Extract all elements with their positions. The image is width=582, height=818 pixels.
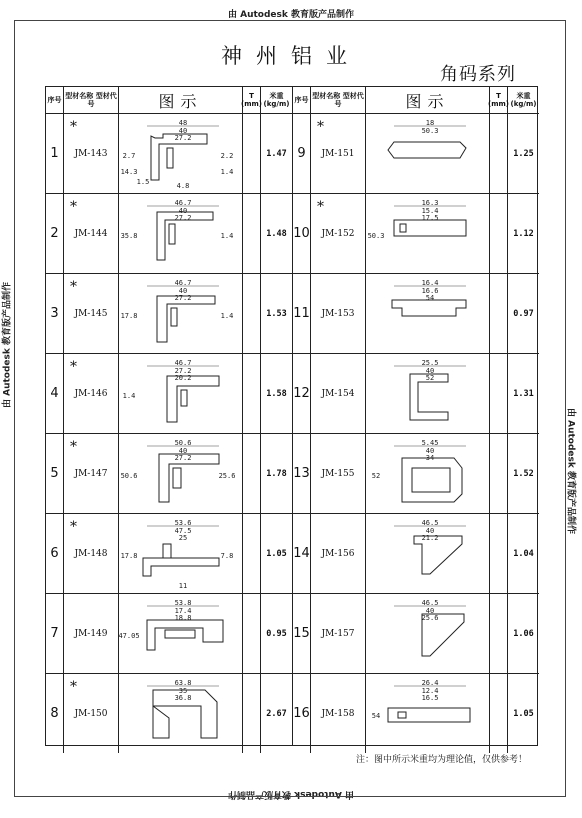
table-row xyxy=(46,354,292,434)
profile-figure xyxy=(370,598,486,670)
dimension-label: 46.5 xyxy=(421,518,438,527)
header-no: 序号 xyxy=(293,87,311,113)
dimension-label: 27.2 xyxy=(174,213,191,222)
dimension-label: 53.8 xyxy=(174,598,191,607)
row-number: 3 xyxy=(46,274,64,353)
profile-code: JM-147 xyxy=(74,468,108,479)
profile-figure xyxy=(370,678,486,750)
table-row xyxy=(46,434,292,514)
profile-figure xyxy=(120,198,239,270)
dimension-label: 40 xyxy=(178,446,187,455)
profile-outline xyxy=(392,300,466,316)
dimension-label: 48 xyxy=(178,118,187,127)
header-name: 型材名称 型材代号 xyxy=(64,87,119,113)
dimension-label: 47.5 xyxy=(174,526,191,535)
table-row xyxy=(46,194,292,274)
row-number: 15 xyxy=(293,594,311,673)
profile-outline xyxy=(402,458,462,502)
profile-figure xyxy=(117,598,239,670)
dimension-label: 1.5 xyxy=(136,177,149,186)
weight-value: 0.95 xyxy=(266,628,287,639)
weight-value: 1.48 xyxy=(266,228,287,239)
weight-value: 1.58 xyxy=(266,388,287,399)
profile-code-cell xyxy=(64,674,119,753)
dimension-label: 25.6 xyxy=(421,613,438,622)
figure-cell xyxy=(119,594,243,673)
dimension-label: 53.6 xyxy=(174,518,191,527)
new-marker: * xyxy=(317,199,324,215)
profile-figure xyxy=(120,438,239,510)
dimension-label: 40 xyxy=(425,606,434,615)
profile-code-cell xyxy=(64,514,119,593)
table-row xyxy=(46,674,292,753)
table-row xyxy=(46,594,292,674)
thickness-cell xyxy=(243,434,261,513)
profile-figure xyxy=(120,118,239,190)
dimension-label: 16.6 xyxy=(421,286,438,295)
weight-value: 1.05 xyxy=(513,708,534,719)
profile-figure xyxy=(123,358,239,430)
profile-code: JM-145 xyxy=(74,308,108,319)
profile-figure xyxy=(367,198,486,270)
figure-cell xyxy=(119,514,243,593)
profile-code-cell xyxy=(311,514,366,593)
profile-figure xyxy=(370,118,486,190)
thickness-cell xyxy=(490,114,508,193)
header-t: T (mm) xyxy=(243,87,261,113)
thickness-cell xyxy=(490,594,508,673)
dimension-label: 40 xyxy=(425,526,434,535)
weight-value: 0.97 xyxy=(513,308,534,319)
dimension-label: 40 xyxy=(178,126,187,135)
dimension-label: 2.2 xyxy=(220,151,233,160)
header-no: 序号 xyxy=(46,87,64,113)
dimension-label: 27.2 xyxy=(174,366,191,375)
company-title: 神州铝业 xyxy=(221,44,361,68)
profile-code: JM-148 xyxy=(74,548,108,559)
table-row xyxy=(293,194,539,274)
thickness-cell xyxy=(243,674,261,753)
profile-code: JM-153 xyxy=(321,308,355,319)
figure-cell xyxy=(366,674,490,753)
dimension-label: 46.5 xyxy=(421,598,438,607)
profile-code: JM-144 xyxy=(74,228,108,239)
thickness-cell xyxy=(490,434,508,513)
header-name: 型材名称 型材代号 xyxy=(311,87,366,113)
profile-figure xyxy=(370,358,486,430)
dimension-label: 52 xyxy=(425,373,434,382)
dimension-label: 1.4 xyxy=(220,231,233,240)
dimension-label: 50.6 xyxy=(174,438,191,447)
table-header xyxy=(293,87,539,114)
dimension-label: 14.3 xyxy=(120,167,137,176)
profile-figure xyxy=(123,678,239,750)
profile-code: JM-151 xyxy=(321,148,355,159)
profile-code-cell xyxy=(311,674,366,753)
row-number: 6 xyxy=(46,514,64,593)
table-row xyxy=(293,114,539,194)
row-number: 1 xyxy=(46,114,64,193)
dimension-label: 2.7 xyxy=(122,151,135,160)
new-marker: * xyxy=(70,279,77,295)
dimension-label: 18 xyxy=(425,118,434,127)
profile-code-cell xyxy=(64,274,119,353)
thickness-cell xyxy=(243,514,261,593)
profile-outline xyxy=(157,293,215,342)
profile-figure xyxy=(120,278,239,350)
figure-cell xyxy=(366,594,490,673)
profile-code-cell xyxy=(311,274,366,353)
profile-code: JM-149 xyxy=(74,628,108,639)
row-number: 4 xyxy=(46,354,64,433)
thickness-cell xyxy=(243,594,261,673)
figure-cell xyxy=(119,434,243,513)
dimension-label: 47.05 xyxy=(117,631,140,640)
thickness-cell xyxy=(243,114,261,193)
row-number: 16 xyxy=(293,674,311,753)
dimension-label: 25.6 xyxy=(218,471,235,480)
profile-code: JM-155 xyxy=(321,468,355,479)
dimension-label: 17.5 xyxy=(421,213,438,222)
dimension-label: 4.8 xyxy=(176,181,189,190)
dimension-label: 34 xyxy=(425,453,434,462)
dimension-label: 27.2 xyxy=(174,453,191,462)
thickness-cell xyxy=(243,194,261,273)
footnote: 注：图中所示米重均为理论值，仅供参考！ xyxy=(356,755,528,765)
dimension-label: 12.4 xyxy=(421,686,438,695)
table-left-half xyxy=(46,87,292,745)
profile-code-cell xyxy=(311,114,366,193)
figure-cell xyxy=(119,274,243,353)
table-row xyxy=(46,114,292,194)
row-number: 13 xyxy=(293,434,311,513)
thickness-cell xyxy=(243,274,261,353)
profile-code: JM-143 xyxy=(74,148,108,159)
table-row xyxy=(293,594,539,674)
new-marker: * xyxy=(70,359,77,375)
dimension-label: 11 xyxy=(178,581,187,590)
dimension-label: 25.5 xyxy=(421,358,438,367)
dimension-label: 1.4 xyxy=(220,167,233,176)
profile-outline xyxy=(388,708,470,722)
dimension-label: 40 xyxy=(178,206,187,215)
profile-code-cell xyxy=(311,594,366,673)
profile-code-cell xyxy=(311,434,366,513)
dimension-label: 5.45 xyxy=(421,438,438,447)
figure-cell xyxy=(366,274,490,353)
profile-code-cell xyxy=(64,114,119,193)
weight-value: 1.05 xyxy=(266,548,287,559)
profile-outline xyxy=(167,373,219,422)
profile-code: JM-152 xyxy=(321,228,355,239)
row-number: 14 xyxy=(293,514,311,593)
new-marker: * xyxy=(70,439,77,455)
thickness-cell xyxy=(490,194,508,273)
watermark-bottom: 由 Autodesk 教育版产品制作 xyxy=(228,789,355,799)
table-right-half xyxy=(292,87,539,745)
dimension-label: 50.3 xyxy=(421,126,438,135)
dimension-label: 40 xyxy=(425,366,434,375)
profile-code: JM-158 xyxy=(321,708,355,719)
figure-cell xyxy=(366,434,490,513)
dimension-label: 46.7 xyxy=(174,198,191,207)
row-number: 8 xyxy=(46,674,64,753)
header-t: T (mm) xyxy=(490,87,508,113)
weight-value: 1.04 xyxy=(513,548,534,559)
dimension-label: 7.8 xyxy=(220,551,233,560)
table-row xyxy=(293,514,539,594)
new-marker: * xyxy=(70,199,77,215)
weight-value: 1.31 xyxy=(513,388,534,399)
header-weight: 米重 (kg/m) xyxy=(510,92,537,108)
table-row xyxy=(293,274,539,354)
table-header xyxy=(46,87,292,114)
dimension-label: 63.8 xyxy=(174,678,191,687)
dimension-label: 27.2 xyxy=(174,293,191,302)
dimension-label: 1.4 xyxy=(220,311,233,320)
profile-code-cell xyxy=(64,434,119,513)
thickness-cell xyxy=(243,354,261,433)
dimension-label: 18.8 xyxy=(174,613,191,622)
dimension-label: 17.4 xyxy=(174,606,191,615)
profile-figure xyxy=(370,438,486,510)
profile-table xyxy=(45,86,538,746)
profile-code-cell xyxy=(64,354,119,433)
profile-code: JM-156 xyxy=(321,548,355,559)
dimension-label: 27.2 xyxy=(174,133,191,142)
profile-code: JM-154 xyxy=(321,388,355,399)
figure-cell xyxy=(366,114,490,193)
dimension-label: 46.7 xyxy=(174,278,191,287)
new-marker: * xyxy=(70,519,77,535)
weight-value: 1.25 xyxy=(513,148,534,159)
profile-outline xyxy=(394,220,466,236)
profile-code-cell xyxy=(64,194,119,273)
weight-value: 2.67 xyxy=(266,708,287,719)
weight-value: 1.47 xyxy=(266,148,287,159)
header-weight: 米重 (kg/m) xyxy=(263,92,290,108)
profile-outline xyxy=(147,620,223,650)
dimension-label: 26.4 xyxy=(421,678,438,687)
profile-outline xyxy=(143,544,219,576)
table-row xyxy=(46,514,292,594)
profile-code-cell xyxy=(311,354,366,433)
thickness-cell xyxy=(490,514,508,593)
dimension-label: 16.4 xyxy=(421,278,438,287)
dimension-label: 50.3 xyxy=(367,231,384,240)
figure-cell xyxy=(366,194,490,273)
profile-figure xyxy=(370,278,486,350)
dimension-label: 54 xyxy=(371,711,380,720)
dimension-label: 17.8 xyxy=(120,311,137,320)
thickness-cell xyxy=(490,674,508,753)
profile-code-cell xyxy=(64,594,119,673)
dimension-label: 35 xyxy=(178,686,187,695)
profile-figure xyxy=(370,518,486,590)
table-row xyxy=(46,274,292,354)
dimension-label: 35.8 xyxy=(120,231,137,240)
row-number: 12 xyxy=(293,354,311,433)
dimension-label: 46.7 xyxy=(174,358,191,367)
table-row xyxy=(293,354,539,434)
dimension-label: 15.4 xyxy=(421,206,438,215)
dimension-label: 54 xyxy=(425,293,434,302)
weight-value: 1.12 xyxy=(513,228,534,239)
watermark-top: 由 Autodesk 教育版产品制作 xyxy=(227,10,354,20)
figure-cell xyxy=(119,354,243,433)
profile-code: JM-157 xyxy=(321,628,355,639)
thickness-cell xyxy=(490,354,508,433)
dimension-label: 17.8 xyxy=(120,551,137,560)
table-row xyxy=(293,674,539,753)
profile-code-cell xyxy=(311,194,366,273)
dimension-label: 40 xyxy=(178,286,187,295)
figure-cell xyxy=(119,194,243,273)
profile-code: JM-150 xyxy=(74,708,108,719)
row-number: 2 xyxy=(46,194,64,273)
thickness-cell xyxy=(490,274,508,353)
row-number: 11 xyxy=(293,274,311,353)
dimension-label: 1.4 xyxy=(122,391,135,400)
profile-figure xyxy=(120,518,239,590)
figure-cell xyxy=(119,114,243,193)
dimension-label: 16.3 xyxy=(421,198,438,207)
figure-cell xyxy=(366,354,490,433)
profile-code: JM-146 xyxy=(74,388,108,399)
dimension-label: 40 xyxy=(425,446,434,455)
figure-cell xyxy=(366,514,490,593)
dimension-label: 50.6 xyxy=(120,471,137,480)
weight-value: 1.53 xyxy=(266,308,287,319)
new-marker: * xyxy=(70,679,77,695)
figure-cell xyxy=(119,674,243,753)
dimension-label: 36.8 xyxy=(174,693,191,702)
profile-outline xyxy=(388,142,466,158)
row-number: 7 xyxy=(46,594,64,673)
row-number: 9 xyxy=(293,114,311,193)
new-marker: * xyxy=(70,119,77,135)
header-figure: 图示 xyxy=(119,87,243,113)
row-number: 10 xyxy=(293,194,311,273)
weight-value: 1.52 xyxy=(513,468,534,479)
table-row xyxy=(293,434,539,514)
dimension-label: 16.5 xyxy=(421,693,438,702)
row-number: 5 xyxy=(46,434,64,513)
dimension-label: 25 xyxy=(178,533,187,542)
dimension-label: 21.2 xyxy=(421,533,438,542)
series-title: 角码系列 xyxy=(440,64,516,85)
weight-value: 1.06 xyxy=(513,628,534,639)
header-figure: 图示 xyxy=(366,87,490,113)
new-marker: * xyxy=(317,119,324,135)
dimension-label: 52 xyxy=(371,471,380,480)
weight-value: 1.78 xyxy=(266,468,287,479)
dimension-label: 20.2 xyxy=(174,373,191,382)
